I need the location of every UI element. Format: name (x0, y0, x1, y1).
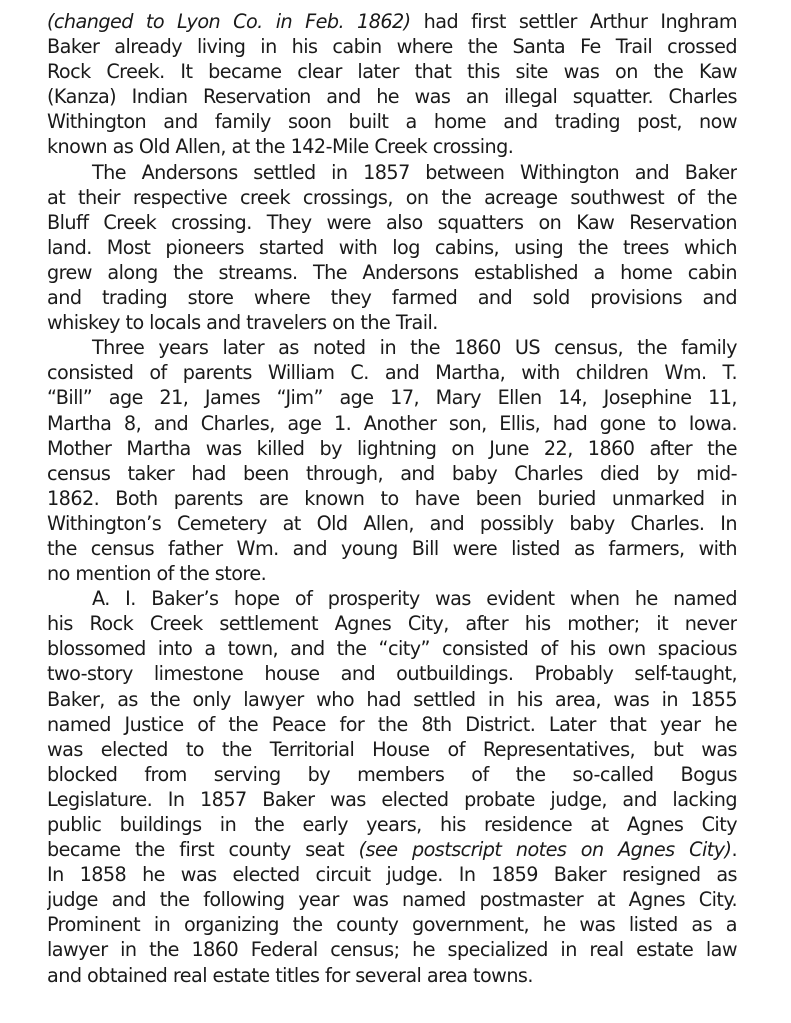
text-run: had first settler Arthur Inghram (410, 10, 737, 33)
text-run: Withington’s Cemetery at Old Allen, and possibly baby Charles. In (47, 511, 737, 535)
paragraph (47, 9, 737, 160)
text-run: Baker already living in his cabin where the Santa Fe Trail crossed (47, 35, 737, 59)
text-line (47, 461, 737, 486)
text-run: Mother Martha was killed by lightning on June 22, 1860 after the (47, 436, 737, 460)
text-line (47, 160, 737, 185)
text-run: was elected to the Territorial House of Representatives, but was (47, 737, 737, 761)
text-run: public buildings in the early years, his residence at Agnes City (47, 813, 737, 836)
text-line (47, 59, 737, 84)
text-line (47, 335, 737, 360)
text-line (47, 636, 737, 661)
text-line (47, 812, 737, 837)
text-line (47, 586, 737, 611)
text-run: two-story limestone house and outbuildings. Probably self-taught, (47, 662, 737, 686)
text-run: A. I. Baker’s hope of prosperity was evident when he named (92, 587, 737, 611)
text-line (47, 787, 737, 812)
paragraph (47, 335, 737, 586)
text-line (47, 561, 737, 586)
text-run: Three years later as noted in the 1860 US census, the family (92, 336, 737, 360)
text-line (47, 360, 737, 385)
text-run: In 1858 he was elected circuit judge. In 1859 Baker resigned as (47, 863, 737, 887)
text-run: named Justice of the Peace for the 8th District. Later that year he (47, 712, 737, 736)
text-line (47, 285, 737, 310)
text-run: “Bill” age 21, James “Jim” age 17, Mary Ellen 14, Josephine 11, (47, 386, 737, 410)
italic-text-run: (changed to Lyon Co. in Feb. 1862) (47, 10, 411, 33)
text-line (47, 762, 737, 787)
text-run: the census father Wm. and young Bill were listed as farmers, with (47, 536, 737, 560)
italic-text-run: (see postscript notes on Agnes City) (358, 838, 732, 862)
text-line (47, 9, 737, 34)
text-line (47, 837, 737, 862)
text-line (47, 34, 737, 59)
text-line (47, 912, 737, 937)
text-line (47, 84, 737, 109)
text-line (47, 436, 737, 461)
text-run: and obtained real estate titles for several area towns. (47, 963, 533, 987)
text-line (47, 310, 737, 335)
paragraph (47, 586, 737, 988)
text-run: whiskey to locals and travelers on the Trail. (47, 311, 438, 335)
text-line (47, 887, 737, 912)
text-line (47, 611, 737, 636)
text-run: consisted of parents William C. and Martha, with children Wm. T. (47, 361, 737, 385)
text-run: Rock Creek. It became clear later that this site was on the Kaw (47, 60, 737, 84)
text-line (47, 210, 737, 235)
paragraph (47, 160, 737, 336)
text-line (47, 737, 737, 762)
text-line (47, 185, 737, 210)
text-run: Legislature. In 1857 Baker was elected probate judge, and lacking (47, 787, 737, 811)
text-run: census taker had been through, and baby Charles died by mid- (47, 461, 737, 485)
text-line (47, 134, 737, 159)
text-line (47, 963, 737, 988)
text-run: his Rock Creek settlement Agnes City, after his mother; it never (47, 612, 737, 636)
text-line (47, 862, 737, 887)
text-run: Baker, as the only lawyer who had settled in his area, was in 1855 (47, 687, 737, 711)
text-run: Martha 8, and Charles, age 1. Another son, Ellis, had gone to Iowa. (47, 411, 737, 435)
text-run: blossomed into a town, and the “city” consisted of his own spacious (47, 637, 737, 661)
text-line (47, 486, 737, 511)
text-line (47, 511, 737, 536)
text-run: Withington and family soon built a home and trading post, now (47, 110, 737, 134)
text-run: became the first county seat (47, 838, 359, 862)
text-run: . (731, 838, 737, 862)
text-run: at their respective creek crossings, on the acreage southwest of the (47, 185, 737, 209)
text-line (47, 712, 737, 737)
text-line (47, 411, 737, 436)
text-line (47, 937, 737, 962)
text-line (47, 260, 737, 285)
text-run: The Andersons settled in 1857 between Withington and Baker (92, 160, 737, 184)
text-run: no mention of the store. (47, 562, 267, 586)
text-line (47, 109, 737, 134)
text-run: lawyer in the 1860 Federal census; he specialized in real estate law (47, 938, 737, 962)
text-line (47, 687, 737, 712)
text-run: land. Most pioneers started with log cabins, using the trees which (47, 235, 737, 259)
text-run: blocked from serving by members of the so-called Bogus (47, 762, 737, 786)
text-line (47, 661, 737, 686)
text-line (47, 235, 737, 260)
text-line (47, 536, 737, 561)
text-line (47, 385, 737, 410)
text-run: Prominent in organizing the county government, he was listed as a (47, 913, 737, 937)
text-run: grew along the streams. The Andersons established a home cabin (47, 260, 737, 284)
document-page (47, 9, 737, 988)
text-run: Bluff Creek crossing. They were also squatters on Kaw Reservation (47, 210, 737, 234)
text-run: known as Old Allen, at the 142-Mile Creek crossing. (47, 135, 514, 159)
text-run: judge and the following year was named postmaster at Agnes City. (47, 888, 737, 912)
text-run: and trading store where they farmed and sold provisions and (47, 286, 737, 310)
text-run: 1862. Both parents are known to have been buried unmarked in (47, 486, 737, 510)
text-run: (Kanza) Indian Reservation and he was an illegal squatter. Charles (47, 85, 737, 109)
